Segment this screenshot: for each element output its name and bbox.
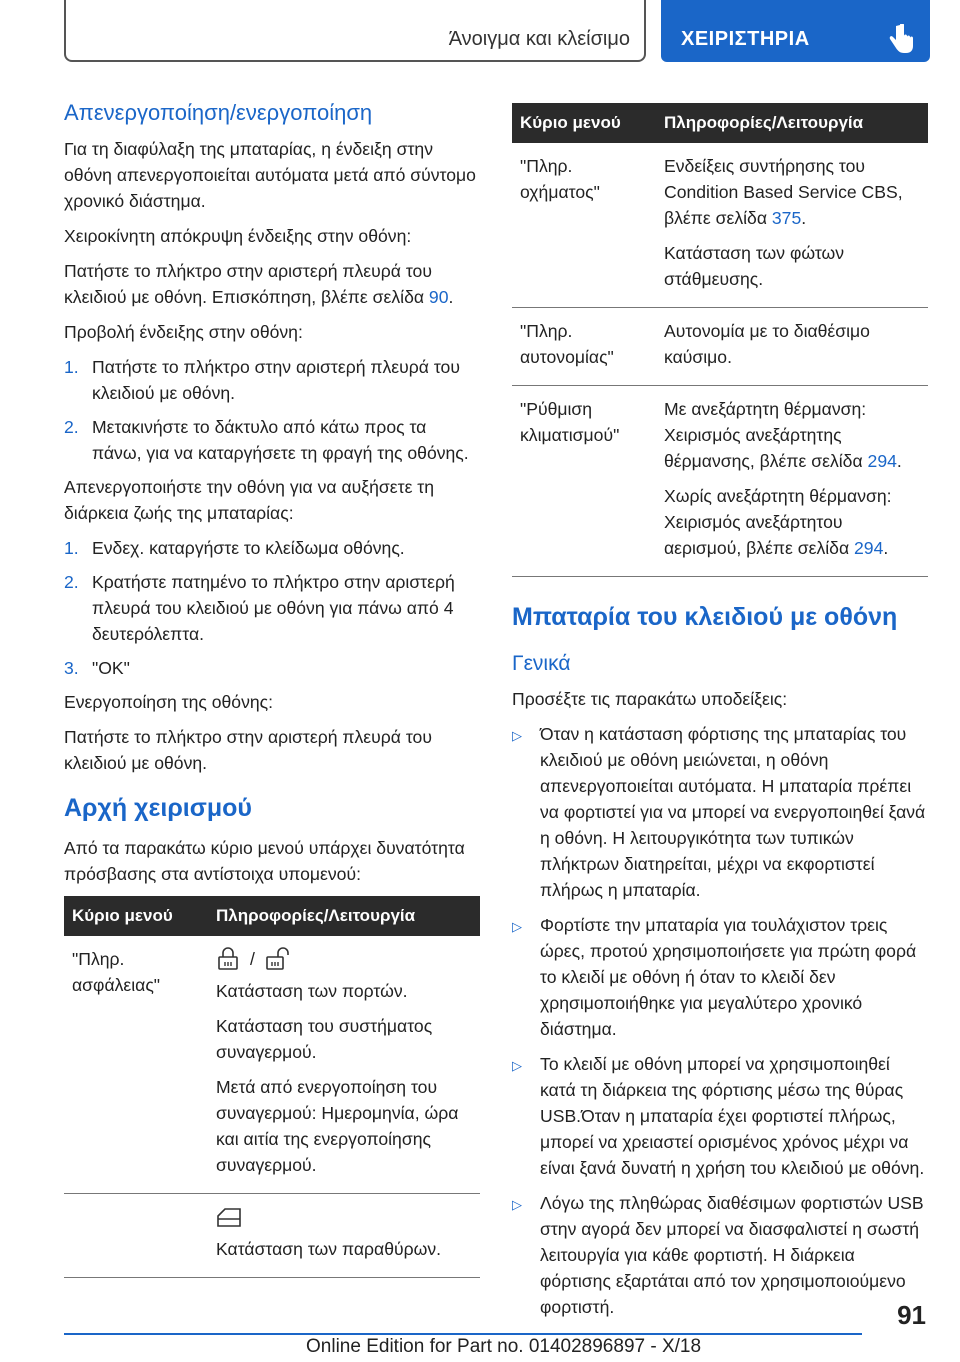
triangle-bullet-icon: ▷	[512, 1058, 522, 1073]
steps-list	[64, 535, 480, 681]
right-column	[512, 100, 928, 1329]
bullet-list	[512, 721, 928, 1320]
page-ref-link[interactable]: 375	[771, 208, 802, 228]
list-item	[512, 1190, 928, 1320]
table-header: Πληροφορίες/Λειτουργία	[208, 896, 480, 936]
paragraph: Πατήστε το πλήκτρο στην αριστερή πλευρά του κλειδιού με οθόνη.	[64, 727, 432, 773]
table-header-row	[512, 103, 928, 143]
list-item	[512, 1051, 928, 1181]
step-number: 1.	[64, 357, 79, 377]
cell-text: Αυτονομία με το διαθέσιμο καύσιμο.	[664, 321, 870, 367]
cell-text: Μετά από ενεργοποίηση του συναγερμού: Ημερομηνία, ώρα και αιτία της ενεργοποίησης συναγερμού.	[216, 1077, 459, 1175]
cell-text: Κατάσταση του συστήματος συναγερμού.	[216, 1016, 433, 1062]
paragraph: Προβολή ένδειξης στην οθόνη:	[64, 322, 303, 342]
page-ref-link[interactable]: 90	[428, 287, 449, 307]
heading-key-battery: Μπαταρία του κλειδιού με οθόνη	[512, 603, 898, 631]
bullet-text: Το κλειδί με οθόνη μπορεί να χρησιμοποιηθεί κατά τη διάρκεια της φόρτισης μέσω της θύρας USB.Όταν η μπαταρία έχει φορτιστεί πλήρως, μπορεί να χρειαστεί ορισμένος χρόνος μέχρι να είναι ξανά δυνατή η χρήση του κλειδιού με οθόνη.	[540, 1054, 925, 1178]
icon-separator: /	[250, 949, 255, 969]
list-item	[64, 569, 480, 647]
paragraph: Ενεργοποίηση της οθόνης:	[64, 692, 274, 712]
hand-pointer-icon	[887, 24, 915, 54]
bullet-text: Λόγω της πληθώρας διαθέσιμων φορτιστών USB στην αγορά δεν μπορεί να διασφαλιστεί η σωστή λειτουργία για κάθε φορτιστή. Η διάρκεια φόρτισης εξαρτάται από τον χρησιμοποιούμενο φορτιστή.	[540, 1193, 924, 1317]
cell-text: Κατάσταση των πορτών.	[216, 981, 408, 1001]
cell-text	[664, 396, 920, 474]
window-icon	[216, 1206, 242, 1228]
table-cell-info	[656, 143, 928, 308]
paragraph: Για τη διαφύλαξη της μπαταρίας, η ένδειξη στην οθόνη απενεργοποιείται αυτόματα μετά από σύντομο χρονικό διάστημα.	[64, 139, 476, 211]
cell-text	[664, 153, 920, 231]
step-text: Μετακινήστε το δάκτυλο από κάτω προς τα πάνω, για να καταργήσετε τη φραγή της οθόνης.	[92, 417, 469, 463]
step-number: 2.	[64, 417, 79, 437]
paragraph: Χειροκίνητη απόκρυψη ένδειξης στην οθόνη:	[64, 226, 412, 246]
table-cell-info	[656, 308, 928, 386]
cell-text-end: .	[801, 208, 807, 228]
step-text: "OK"	[92, 658, 130, 678]
step-text: Πατήστε το πλήκτρο στην αριστερή πλευρά του κλειδιού με οθόνη.	[92, 357, 460, 403]
table-header: Πληροφορίες/Λειτουργία	[656, 103, 928, 143]
page-ref-link[interactable]: 294	[854, 538, 884, 558]
list-item	[64, 655, 480, 681]
step-text: Ενδεχ. καταργήστε το κλείδωμα οθόνης.	[92, 538, 405, 558]
table-cell-menu: "Πληρ. ασφάλειας"	[64, 936, 208, 1194]
list-item	[512, 721, 928, 903]
cell-text: Κατάσταση των φώτων στάθμευσης.	[664, 243, 845, 289]
triangle-bullet-icon: ▷	[512, 1197, 522, 1212]
table-row	[64, 936, 480, 1194]
table-cell-info	[208, 936, 480, 1194]
heading-general: Γενικά	[512, 652, 571, 675]
triangle-bullet-icon: ▷	[512, 919, 522, 934]
bullet-text: Όταν η κατάσταση φόρτισης της μπαταρίας του κλειδιού με οθόνη μειώνεται, η οθόνη απενεργοποιείται αυτόματα. Η μπαταρία πρέπει να φορτιστεί για να μπορεί να ενεργοποιηθεί ξανά η οθόνη. Η λειτουργικότητα των τυπικών πλήκτρων διατηρείται, μέχρι να εκφορτιστεί πλήρως η μπαταρία.	[540, 724, 926, 900]
menu-table	[512, 103, 928, 577]
step-text: Κρατήστε πατημένο το πλήκτρο στην αριστερή πλευρά του κλειδιού με οθόνη για πάνω από 4 δευτερόλεπτα.	[92, 572, 455, 644]
steps-list	[64, 354, 480, 466]
table-row	[512, 143, 928, 308]
page-number: 91	[897, 1300, 926, 1330]
table-cell-menu: "Πληρ. οχήματος"	[512, 143, 656, 308]
table-row	[64, 1194, 480, 1278]
menu-table	[64, 896, 480, 1278]
table-cell-menu: "Πληρ. αυτονομίας"	[512, 308, 656, 386]
list-item	[64, 354, 480, 406]
step-number: 2.	[64, 572, 79, 592]
table-cell-info	[656, 386, 928, 577]
list-item	[64, 535, 480, 561]
page-ref-link[interactable]: 294	[867, 451, 897, 471]
table-header: Κύριο μενού	[512, 103, 656, 143]
heading-operating-principle: Αρχή χειρισμού	[64, 794, 252, 822]
lock-open-icon	[265, 947, 293, 971]
cell-text-end: .	[896, 451, 902, 471]
cell-text-part: Ενδείξεις συντήρησης του Condition Based Service CBS, βλέπε σελίδα	[664, 156, 903, 228]
paragraph: Από τα παρακάτω κύριο μενού υπάρχει δυνατότητα πρόσβασης στα αντίστοιχα υπομενού:	[64, 838, 465, 884]
cell-text-part: Χωρίς ανεξάρτητη θέρμανση: Χειρισμός ανεξάρτητου αερισμού, βλέπε σελίδα	[664, 486, 892, 558]
step-number: 3.	[64, 658, 79, 678]
lock-closed-icon	[216, 947, 240, 971]
table-cell-menu	[64, 1194, 208, 1278]
icon-row	[216, 1204, 472, 1230]
section-tab	[64, 0, 646, 62]
chapter-label: ΧΕΙΡΙΣΤΗΡΙΑ	[681, 28, 810, 50]
icon-row	[216, 946, 472, 972]
table-row	[512, 308, 928, 386]
paragraph: Προσέξτε τις παρακάτω υποδείξεις:	[512, 689, 788, 709]
left-column	[64, 100, 480, 1278]
section-title: Άνοιγμα και κλείσιμο	[448, 28, 630, 50]
cell-text: Κατάσταση των παραθύρων.	[216, 1239, 442, 1259]
step-number: 1.	[64, 538, 79, 558]
bullet-text: Φορτίστε την μπαταρία για τουλάχιστον τρεις ώρες, προτού χρησιμοποιήσετε για πρώτη φορά το κλειδί με οθόνη ή όταν το κλειδί δεν χρησιμοποιήθηκε για μεγαλύτερο χρονικό διάστημα.	[540, 915, 917, 1039]
list-item	[64, 414, 480, 466]
table-cell-info	[208, 1194, 480, 1278]
page-header	[64, 0, 930, 62]
triangle-bullet-icon: ▷	[512, 728, 522, 743]
cell-text	[664, 483, 920, 561]
table-row	[512, 386, 928, 577]
paragraph: Απενεργοποιήστε την οθόνη για να αυξήσετε τη διάρκεια ζωής της μπαταρίας:	[64, 477, 435, 523]
table-header-row	[64, 896, 480, 936]
heading-deactivate-activate: Απενεργοποίηση/ενεργοποίηση	[64, 100, 373, 125]
paragraph-end: .	[448, 287, 454, 307]
chapter-tab	[661, 0, 930, 62]
paragraph	[64, 258, 480, 310]
cell-text-end: .	[883, 538, 889, 558]
cell-text-part: Με ανεξάρτητη θέρμανση: Χειρισμός ανεξάρτητης θέρμανσης, βλέπε σελίδα	[664, 399, 868, 471]
paragraph-text: Πατήστε το πλήκτρο στην αριστερή πλευρά του κλειδιού με οθόνη. Επισκόπηση, βλέπε σελίδα	[64, 261, 432, 307]
footer-divider	[64, 1333, 862, 1335]
table-header: Κύριο μενού	[64, 896, 208, 936]
list-item	[512, 912, 928, 1042]
edition-text: Online Edition for Part no. 01402896897 - X/18	[306, 1336, 702, 1357]
table-cell-menu: "Ρύθμιση κλιματισμού"	[512, 386, 656, 577]
